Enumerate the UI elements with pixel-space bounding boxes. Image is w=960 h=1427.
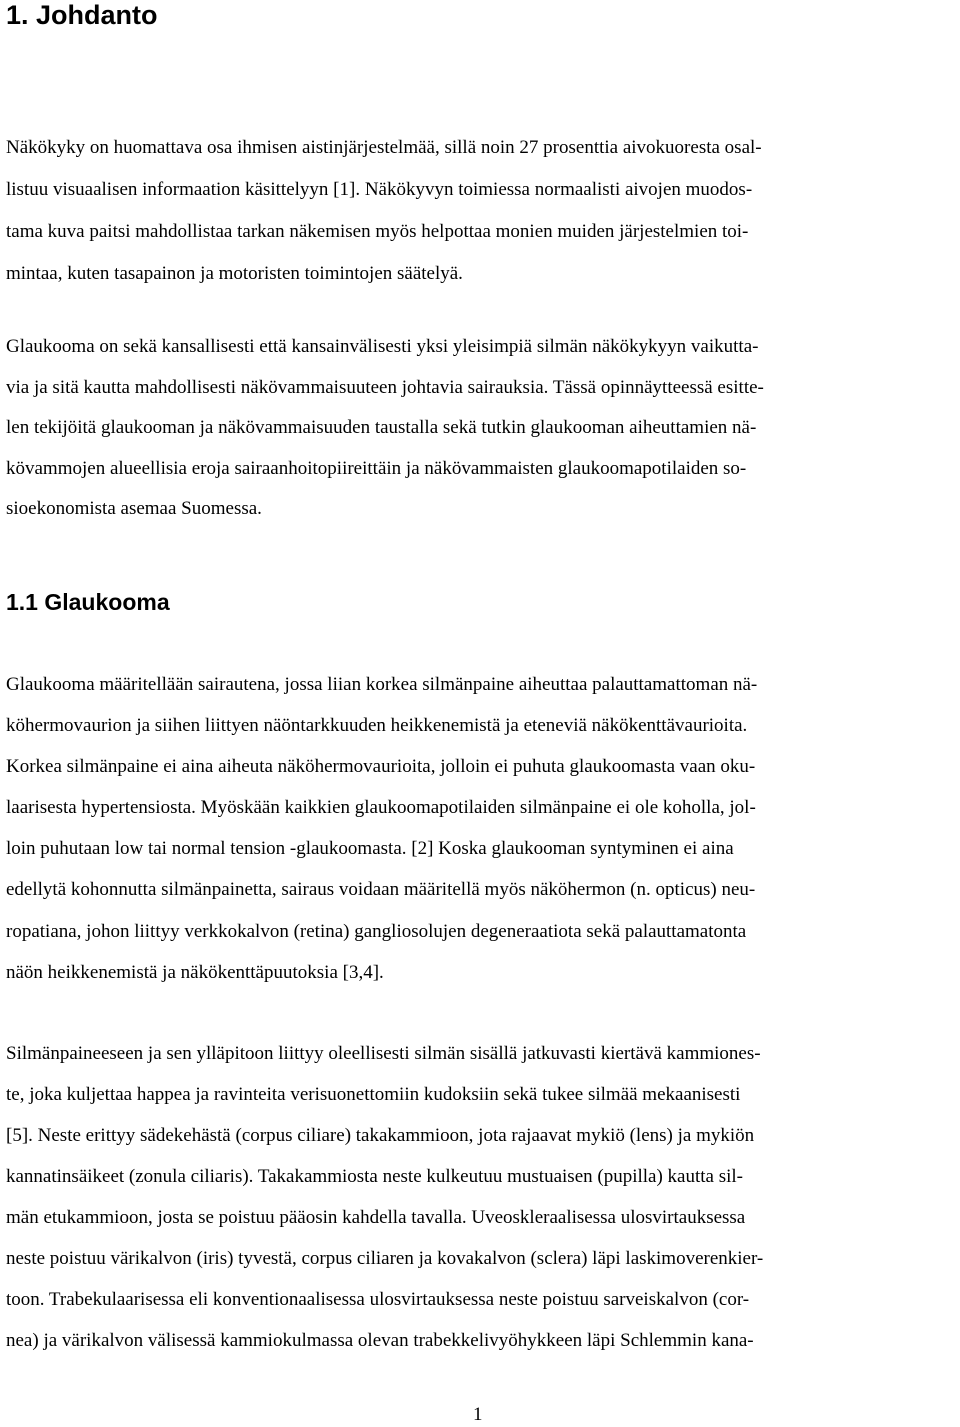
glaucoma-overview-paragraph	[6, 327, 956, 530]
paragraph-line: neste poistuu värikalvon (iris) tyvestä, corpus ciliaren ja kovakalvon (sclera) läpi laskimoverenkier-	[6, 1248, 764, 1269]
glaucoma-definition-paragraph	[6, 664, 956, 993]
paragraph-line: kövammojen alueellisia eroja sairaanhoitopiireittäin ja näkövammaisten glaukoomapotilaiden so-	[6, 457, 747, 479]
paragraph-line: [5]. Neste erittyy sädekehästä (corpus ciliare) takakammioon, jota rajaavat mykiö (lens) ja mykiön	[6, 1125, 755, 1146]
paragraph-line: edellytä kohonnutta silmänpainetta, sairaus voidaan määritellä myös näköhermon (n. opticus) neu-	[6, 879, 756, 901]
paragraph-line: via ja sitä kautta mahdollisesti näkövammaisuuteen johtavia sairauksia. Tässä opinnäytteessä esitte-	[6, 376, 764, 398]
paragraph-line: Korkea silmänpaine ei aina aiheuta näköhermovaurioita, jolloin ei puhuta glaukoomasta vaan oku-	[6, 756, 756, 778]
paragraph-line: listuu visuaalisen informaation käsittelyyn [1]. Näkökyvyn toimiessa normaalisti aivojen muodos-	[6, 179, 753, 200]
paragraph-line: loin puhutaan low tai normal tension -glaukoomasta. [2] Koska glaukooman syntyminen ei aina	[6, 838, 734, 860]
paragraph-line: tama kuva paitsi mahdollistaa tarkan näkemisen myös helpottaa monien muiden järjestelmien toi-	[6, 221, 749, 242]
paragraph-line: mintaa, kuten tasapainon ja motoristen toimintojen säätelyä.	[6, 263, 463, 284]
paragraph-line: nea) ja värikalvon välisessä kammiokulmassa olevan trabekkelivyöhykkeen läpi Schlemmin kana-	[6, 1330, 754, 1351]
paragraph-line: näön heikkenemistä ja näkökenttäpuutoksia [3,4].	[6, 961, 384, 983]
chapter-heading: 1. Johdanto	[6, 0, 158, 30]
paragraph-line: Silmänpaineeseen ja sen ylläpitoon liittyy oleellisesti silmän sisällä jatkuvasti kiertävä kammiones-	[6, 1043, 761, 1064]
paragraph-line: kannatinsäikeet (zonula ciliaris). Takakammiosta neste kulkeutuu mustuaisen (pupilla) kautta sil-	[6, 1166, 744, 1187]
section-heading: 1.1 Glaukooma	[6, 589, 170, 615]
intro-paragraph	[6, 127, 956, 295]
paragraph-line: toon. Trabekulaarisessa eli konventionaalisessa ulosvirtauksessa neste poistuu sarveiskalvon (cor-	[6, 1289, 750, 1310]
page-number: 1	[473, 1404, 483, 1425]
paragraph-line: Glaukooma on sekä kansallisesti että kansainvälisesti yksi yleisimpiä silmän näkökykyyn vaikutta-	[6, 336, 759, 357]
aqueous-humor-paragraph	[6, 1033, 956, 1361]
paragraph-line: Glaukooma määritellään sairautena, jossa liian korkea silmänpaine aiheuttaa palauttamattoman nä-	[6, 674, 758, 695]
paragraph-line: laarisesta hypertensiosta. Myöskään kaikkien glaukoomapotilaiden silmänpaine ei ole koholla, jol-	[6, 797, 756, 819]
paragraph-line: män etukammioon, josta se poistuu pääosin kahdella tavalla. Uveoskleraalisessa ulosvirtauksessa	[6, 1207, 746, 1228]
paragraph-line: sioekonomista asemaa Suomessa.	[6, 498, 262, 519]
paragraph-line: Näkökyky on huomattava osa ihmisen aistinjärjestelmää, sillä noin 27 prosenttia aivokuoresta osal-	[6, 137, 762, 158]
paragraph-line: te, joka kuljettaa happea ja ravinteita verisuonettomiin kudoksiin sekä tukee silmää mekaanisesti	[6, 1084, 741, 1105]
paragraph-line: len tekijöitä glaukooman ja näkövammaisuuden taustalla sekä tutkin glaukooman aiheuttamien nä-	[6, 417, 757, 438]
paragraph-line: ropatiana, johon liittyy verkkokalvon (retina) gangliosolujen degeneraatiota sekä palauttamatonta	[6, 920, 747, 942]
paragraph-line: köhermovaurion ja siihen liittyen näöntarkkuuden heikkenemistä ja eteneviä näkökenttävaurioita.	[6, 715, 748, 737]
